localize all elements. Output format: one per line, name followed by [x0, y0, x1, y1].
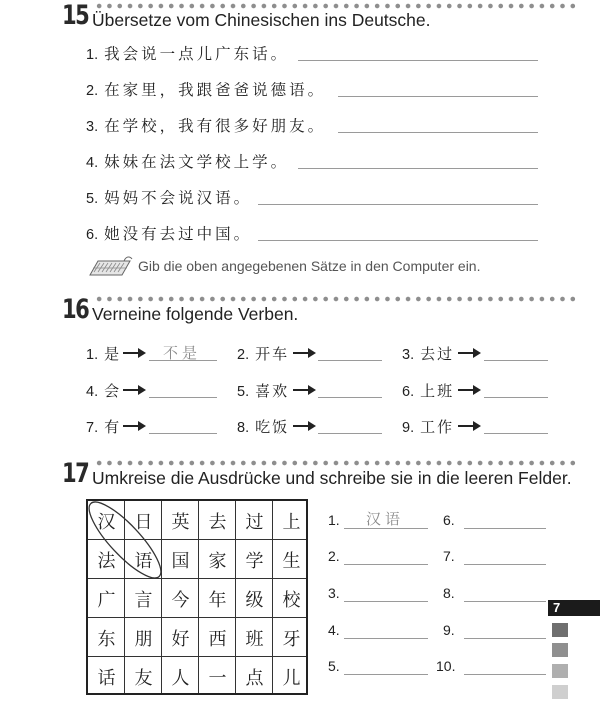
answer-number: 8. — [443, 585, 455, 601]
answer-line[interactable] — [464, 528, 546, 529]
verb-item — [237, 343, 289, 364]
verb-number: 1. — [86, 347, 99, 363]
exercise-title: Übersetze vom Chinesischen ins Deutsche. — [92, 10, 431, 30]
sentence-text: 妹妹在法文学校上学。 — [104, 153, 290, 171]
shade-square — [552, 623, 568, 637]
answer-line[interactable] — [464, 601, 546, 602]
answer-line[interactable] — [298, 60, 538, 61]
exercise-number: 17 — [62, 458, 89, 489]
sentence-text: 在家里，我跟爸爸说德语。 — [104, 81, 327, 99]
grid-cell[interactable]: 朋 — [134, 628, 153, 650]
verb-number: 8. — [237, 420, 250, 436]
grid-cell[interactable]: 法 — [97, 550, 116, 572]
exercise-title: Umkreise die Ausdrücke und schreibe sie in die leeren Felder. — [92, 468, 572, 488]
verb-text: 有 — [104, 418, 122, 436]
answer-number: 5. — [328, 658, 340, 674]
answer-line[interactable] — [258, 240, 538, 241]
shade-square — [552, 643, 568, 657]
verb-number: 2. — [237, 347, 250, 363]
grid-cell[interactable]: 牙 — [282, 628, 301, 650]
arrow-icon — [293, 425, 314, 427]
exercise-title: Verneine folgende Verben. — [92, 304, 299, 324]
answer-line[interactable] — [344, 564, 428, 565]
grid-cell[interactable]: 一 — [208, 667, 227, 689]
grid-cell[interactable]: 广 — [97, 589, 116, 611]
grid-cell[interactable]: 好 — [171, 628, 190, 650]
grid-cell[interactable]: 家 — [208, 550, 227, 572]
sentence-number: 4. — [86, 155, 99, 171]
answer-line[interactable] — [484, 360, 548, 361]
answer-number: 2. — [328, 548, 340, 564]
verb-text: 吃饭 — [255, 418, 290, 436]
grid-cell[interactable]: 去 — [208, 511, 227, 533]
sentence-number: 6. — [86, 227, 99, 243]
sentence-number: 1. — [86, 47, 99, 63]
verb-number: 7. — [86, 420, 99, 436]
answer-line[interactable] — [344, 638, 428, 639]
verb-item — [86, 343, 121, 364]
grid-cell[interactable]: 言 — [134, 589, 153, 611]
grid-cell[interactable]: 校 — [282, 589, 301, 611]
sentence-number: 2. — [86, 83, 99, 99]
arrow-icon — [123, 352, 144, 354]
answer-number: 10. — [436, 658, 456, 674]
grid-cell[interactable]: 儿 — [282, 667, 301, 689]
grid-cell[interactable]: 上 — [282, 511, 301, 533]
verb-item — [86, 416, 121, 437]
grid-cell[interactable]: 西 — [208, 628, 227, 650]
sentence-text: 她没有去过中国。 — [104, 225, 253, 243]
answer-line[interactable] — [318, 397, 382, 398]
keyboard-icon — [86, 253, 134, 279]
answer-line[interactable] — [344, 528, 428, 529]
answer-line[interactable] — [338, 96, 538, 97]
answer-number: 9. — [443, 622, 455, 638]
answer-line[interactable] — [344, 674, 428, 675]
handwritten-answer: 不是 — [163, 344, 202, 362]
dotted-separator — [94, 296, 578, 302]
sentence-number: 3. — [86, 119, 99, 135]
exercise-number: 15 — [62, 0, 89, 31]
answer-number: 7. — [443, 548, 455, 564]
answer-number: 6. — [443, 512, 455, 528]
grid-cell[interactable]: 语 — [134, 550, 153, 572]
sentence — [86, 114, 326, 136]
arrow-icon — [458, 352, 479, 354]
answer-number: 1. — [328, 512, 340, 528]
grid-cell[interactable]: 友 — [134, 667, 153, 689]
answer-line[interactable] — [318, 433, 382, 434]
arrow-icon — [293, 352, 314, 354]
arrow-icon — [123, 389, 144, 391]
answer-line[interactable] — [464, 674, 546, 675]
answer-line[interactable] — [484, 397, 548, 398]
grid-cell[interactable]: 话 — [97, 667, 116, 689]
computer-note: Gib die oben angegebenen Sätze in den Computer ein. — [138, 258, 481, 274]
grid-cell[interactable]: 年 — [208, 589, 227, 611]
sentence-text: 在学校，我有很多好朋友。 — [104, 117, 327, 135]
grid-cell[interactable]: 国 — [171, 550, 190, 572]
grid-cell[interactable]: 班 — [245, 628, 264, 650]
sentence — [86, 78, 326, 100]
answer-line[interactable] — [258, 204, 538, 205]
sentence — [86, 150, 289, 172]
verb-item — [402, 380, 454, 401]
grid-cell[interactable]: 人 — [171, 667, 190, 689]
arrow-icon — [123, 425, 144, 427]
circled-expression — [88, 501, 306, 693]
verb-text: 喜欢 — [255, 382, 290, 400]
sentence — [86, 222, 252, 244]
sentence-text: 妈妈不会说汉语。 — [104, 189, 253, 207]
answer-line[interactable] — [318, 360, 382, 361]
answer-number: 4. — [328, 622, 340, 638]
arrow-icon — [458, 389, 479, 391]
exercise-number: 16 — [62, 294, 89, 325]
verb-item — [402, 343, 454, 364]
answer-line[interactable] — [344, 601, 428, 602]
grid-cell[interactable]: 过 — [245, 511, 264, 533]
character-grid[interactable] — [86, 499, 308, 695]
chapter-tab: 7 — [548, 600, 600, 616]
answer-line[interactable] — [298, 168, 538, 169]
verb-text: 是 — [104, 345, 122, 363]
dotted-separator — [94, 460, 578, 466]
sentence — [86, 186, 252, 208]
sentence-text: 我会说一点儿广东话。 — [104, 45, 290, 63]
handwritten-answer: 汉语 — [366, 510, 405, 528]
verb-text: 会 — [104, 382, 122, 400]
verb-text: 去过 — [420, 345, 455, 363]
grid-cell[interactable]: 日 — [134, 511, 153, 533]
arrow-icon — [293, 389, 314, 391]
answer-number: 3. — [328, 585, 340, 601]
verb-text: 开车 — [255, 345, 290, 363]
grid-cell[interactable]: 级 — [245, 589, 264, 611]
verb-text: 工作 — [420, 418, 455, 436]
grid-cell[interactable]: 英 — [171, 511, 190, 533]
verb-number: 3. — [402, 347, 415, 363]
sentence — [86, 42, 289, 64]
grid-cell[interactable]: 学 — [245, 550, 264, 572]
verb-number: 5. — [237, 384, 250, 400]
answer-line[interactable] — [464, 564, 546, 565]
verb-item — [86, 380, 121, 401]
verb-number: 6. — [402, 384, 415, 400]
grid-cell[interactable]: 东 — [97, 628, 116, 650]
shade-square — [552, 664, 568, 678]
answer-line[interactable] — [484, 433, 548, 434]
verb-item — [402, 416, 454, 437]
verb-number: 9. — [402, 420, 415, 436]
answer-line[interactable] — [338, 132, 538, 133]
grid-cell[interactable]: 点 — [245, 667, 264, 689]
answer-line[interactable] — [149, 397, 217, 398]
dotted-separator — [94, 3, 578, 9]
arrow-icon — [458, 425, 479, 427]
grid-cell[interactable]: 生 — [282, 550, 301, 572]
verb-item — [237, 416, 289, 437]
verb-number: 4. — [86, 384, 99, 400]
grid-cell[interactable]: 今 — [171, 589, 190, 611]
answer-line[interactable] — [149, 360, 217, 361]
answer-line[interactable] — [464, 638, 546, 639]
verb-item — [237, 380, 289, 401]
shade-square — [552, 685, 568, 699]
sentence-number: 5. — [86, 191, 99, 207]
answer-line[interactable] — [149, 433, 217, 434]
verb-text: 上班 — [420, 382, 455, 400]
grid-cell[interactable]: 汉 — [97, 511, 116, 533]
